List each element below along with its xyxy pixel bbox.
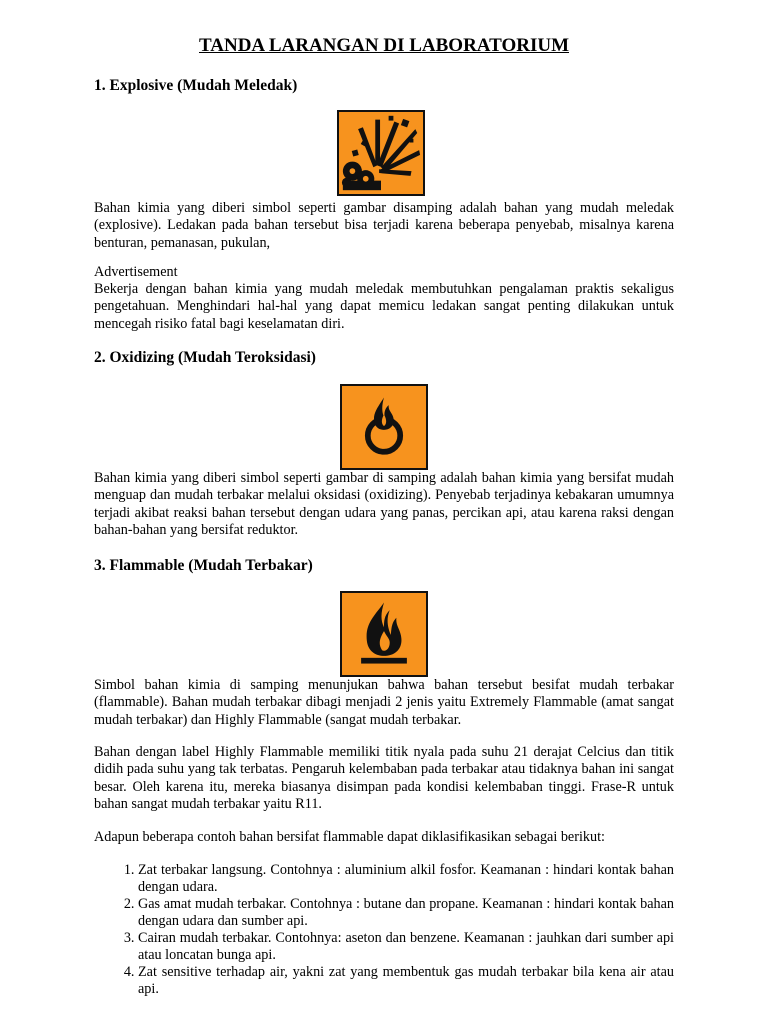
section-heading-explosive: 1. Explosive (Mudah Meledak) xyxy=(94,77,298,94)
list-item: 4. Zat sensitive terhadap air, yakni zat yang membentuk gas mudah terbakar bila kena air atau api. xyxy=(138,964,674,998)
oxidizing-icon xyxy=(342,386,426,468)
advertisement-label: Advertisement xyxy=(94,264,178,280)
list-item: 3. Cairan mudah terbakar. Contohnya: aseton dan benzene. Keamanan : jauhkan dari sumber api atau loncatan bunga api. xyxy=(138,930,674,964)
flammable-description: Simbol bahan kimia di samping menunjukan bahwa bahan tersebut besifat mudah terbakar (flammable). Bahan mudah terbakar dibagi menjadi 2 jenis yaitu Extremely Flammable (amat sangat mudah terbakar) dan Highly Flammable (sangat mudah terbakar. xyxy=(94,677,674,728)
oxidizing-description: Bahan kimia yang diberi simbol seperti gambar di samping adalah bahan kimia yang bersifat mudah menguap dan mudah terbakar melalui oksidasi (oxidizing). Penyebab terjadinya kebakaran umumnya terjadi akibat reaksi bahan tersebut dengan udara yang panas, percikan api, atau karena raksi dengan bahan-bahan yang bersifat reduktor. xyxy=(94,470,674,538)
oxidizing-sign xyxy=(340,384,428,470)
explosive-handling-text: Bekerja dengan bahan kimia yang mudah meledak membutuhkan pengalaman praktis sekaligus pengetahuan. Menghindari hal-hal yang dapat memicu ledakan sangat penting dilakukan untuk mencegah risiko fatal bagi keselamatan diri. xyxy=(94,281,674,332)
flammable-examples-intro: Adapun beberapa contoh bahan bersifat flammable dapat diklasifikasikan sebagai berikut: xyxy=(94,829,605,845)
highly-flammable-text: Bahan dengan label Highly Flammable memiliki titik nyala pada suhu 21 derajat Celcius dan titik didih pada suhu yang tak terbatas. Pengaruh kelembaban pada terbakar atau tidaknya bahan ini sangat besar. Oleh karena itu, mereka biasanya disimpan pada kondisi kelembaban tinggi. Frase-R untuk bahan sangat mudah terbakar yaitu R11. xyxy=(94,744,674,812)
page-title: TANDA LARANGAN DI LABORATORIUM xyxy=(199,35,569,56)
section-heading-flammable: 3. Flammable (Mudah Terbakar) xyxy=(94,557,313,574)
explosive-icon xyxy=(339,112,423,194)
flammable-sign xyxy=(340,591,428,677)
explosive-sign xyxy=(337,110,425,196)
explosive-description: Bahan kimia yang diberi simbol seperti gambar disamping adalah bahan yang mudah meledak (explosive). Ledakan pada bahan tersebut bisa terjadi karena beberapa penyebab, misalnya karena benturan, pemanasan, pukulan, xyxy=(94,200,674,251)
list-item: 2. Gas amat mudah terbakar. Contohnya : butane dan propane. Keamanan : hindari kontak bahan dengan udara dan sumber api. xyxy=(138,896,674,930)
list-item: 1. Zat terbakar langsung. Contohnya : aluminium alkil fosfor. Keamanan : hindari kontak bahan dengan udara. xyxy=(138,862,674,896)
flammable-icon xyxy=(342,593,426,675)
flammable-examples-list xyxy=(94,862,674,998)
section-heading-oxidizing: 2. Oxidizing (Mudah Teroksidasi) xyxy=(94,349,316,366)
